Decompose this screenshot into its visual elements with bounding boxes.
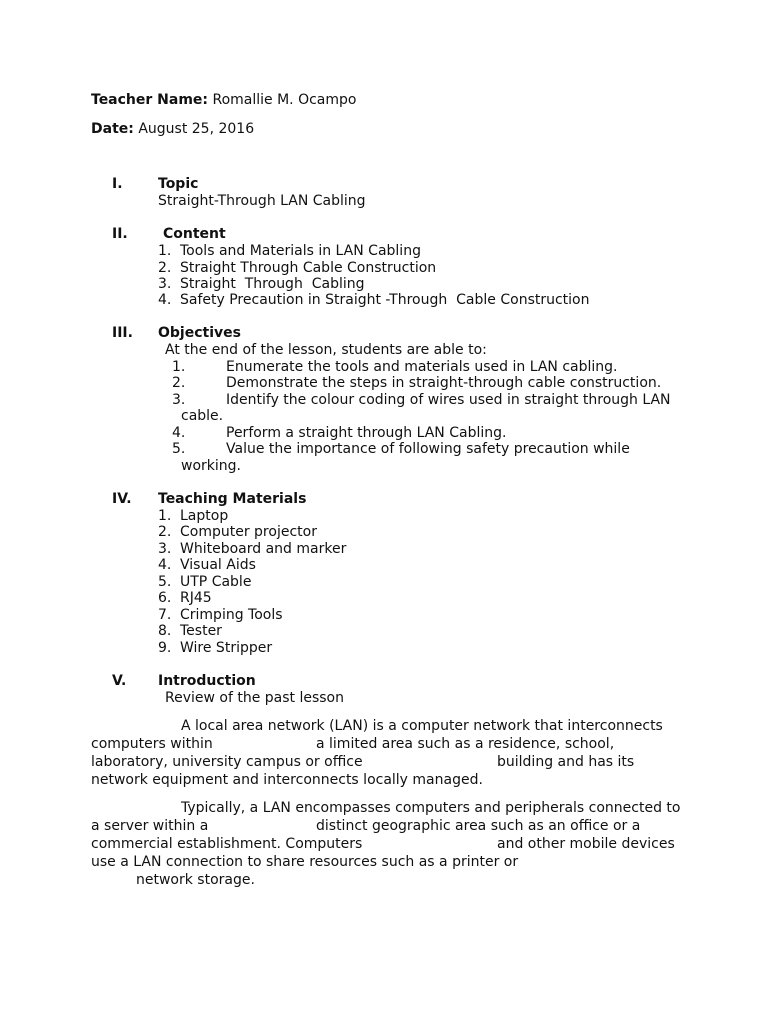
list-item: 8. Tester bbox=[158, 623, 222, 639]
list-item: 3. Identify the colour coding of wires used in straight through LAN bbox=[172, 392, 671, 408]
list-item: 5. Value the importance of following safety precaution while bbox=[172, 441, 630, 457]
section-numeral-materials: IV. bbox=[112, 491, 132, 507]
date-value: August 25, 2016 bbox=[138, 121, 255, 137]
section-numeral-topic: I. bbox=[112, 176, 123, 192]
section-numeral-content: II. bbox=[112, 226, 128, 242]
list-item: 1. Laptop bbox=[158, 508, 229, 524]
list-item: 2. Computer projector bbox=[158, 524, 317, 540]
list-item: 1. Enumerate the tools and materials used in LAN cabling. bbox=[172, 359, 618, 375]
list-item-continuation: working. bbox=[181, 458, 241, 474]
section-title-objectives: Objectives bbox=[158, 325, 241, 341]
list-item: 9. Wire Stripper bbox=[158, 640, 273, 656]
list-item: 1. Tools and Materials in LAN Cabling bbox=[158, 243, 421, 259]
list-item: 3. Whiteboard and marker bbox=[158, 541, 347, 557]
list-item-continuation: cable. bbox=[181, 408, 224, 424]
teacher-label: Teacher Name: bbox=[91, 92, 209, 108]
topic-text: Straight-Through LAN Cabling bbox=[158, 193, 366, 209]
section-numeral-introduction: V. bbox=[112, 673, 127, 689]
teacher-name: Romallie M. Ocampo bbox=[212, 92, 357, 108]
list-item: 3. Straight Through Cabling bbox=[158, 276, 365, 292]
section-title-content: Content bbox=[163, 226, 226, 242]
list-item: 2. Demonstrate the steps in straight-through cable construction. bbox=[172, 375, 662, 391]
list-item: 4. Safety Precaution in Straight -Through Cable Construction bbox=[158, 292, 590, 308]
date-line bbox=[91, 121, 254, 138]
introduction-review: Review of the past lesson bbox=[165, 690, 344, 706]
list-item: 4. Visual Aids bbox=[158, 557, 256, 573]
teacher-line bbox=[91, 92, 356, 109]
list-item: 5. UTP Cable bbox=[158, 574, 252, 590]
section-title-materials: Teaching Materials bbox=[158, 491, 307, 507]
section-title-topic: Topic bbox=[158, 176, 199, 192]
list-item: 6. RJ45 bbox=[158, 590, 212, 606]
date-label: Date: bbox=[91, 121, 134, 137]
list-item: 2. Straight Through Cable Construction bbox=[158, 260, 437, 276]
list-item: 4. Perform a straight through LAN Cabling. bbox=[172, 425, 507, 441]
objectives-intro: At the end of the lesson, students are able to: bbox=[165, 342, 487, 358]
section-numeral-objectives: III. bbox=[112, 325, 133, 341]
list-item: 7. Crimping Tools bbox=[158, 607, 283, 623]
section-title-introduction: Introduction bbox=[158, 673, 256, 689]
lesson-plan-page: Teacher Name: Romallie M. Ocampo Date: August 25, 2016 I. Topic Straight-Through LAN Cabling II. Content 1. Tools and Materials in LAN Cabling 2. Straight Through Cable Construction 3. Straight Through Cabling 4. Safety Precaution in Straight -Through Cable Construction III. Objectives At the end of the lesson, students are able to: 1. Enumerate the tools and materials used in LAN cabling. 2. Demonstrate the steps in straight-through cable construction. 3. Identify the colour coding of wires used in straight through LAN cable. 4. Perform a straight through LAN Cabling. 5. Value the importance of following safety precaution while working. IV. Teaching Materials 1. Laptop 2. Computer projector 3. Whiteboard and marker 4. Visual Aids 5. UTP Cable 6. RJ45 7. Crimping Tools 8. Tester 9. Wire Stripper V. Introduction Review of the past lesson A local area network (LAN) is a computer network that interconnects computers within a limited area such as a residence, school, laboratory, university campus or office building and has its network equipment and interconnects locally managed. Typically, a LAN encompasses computers and peripherals connected to a server within a distinct geographic area such as an office or a commercial establishment. Computers and other mobile devices use a LAN connection to share resources such as a printer or network storage. bbox=[91, 92, 681, 888]
